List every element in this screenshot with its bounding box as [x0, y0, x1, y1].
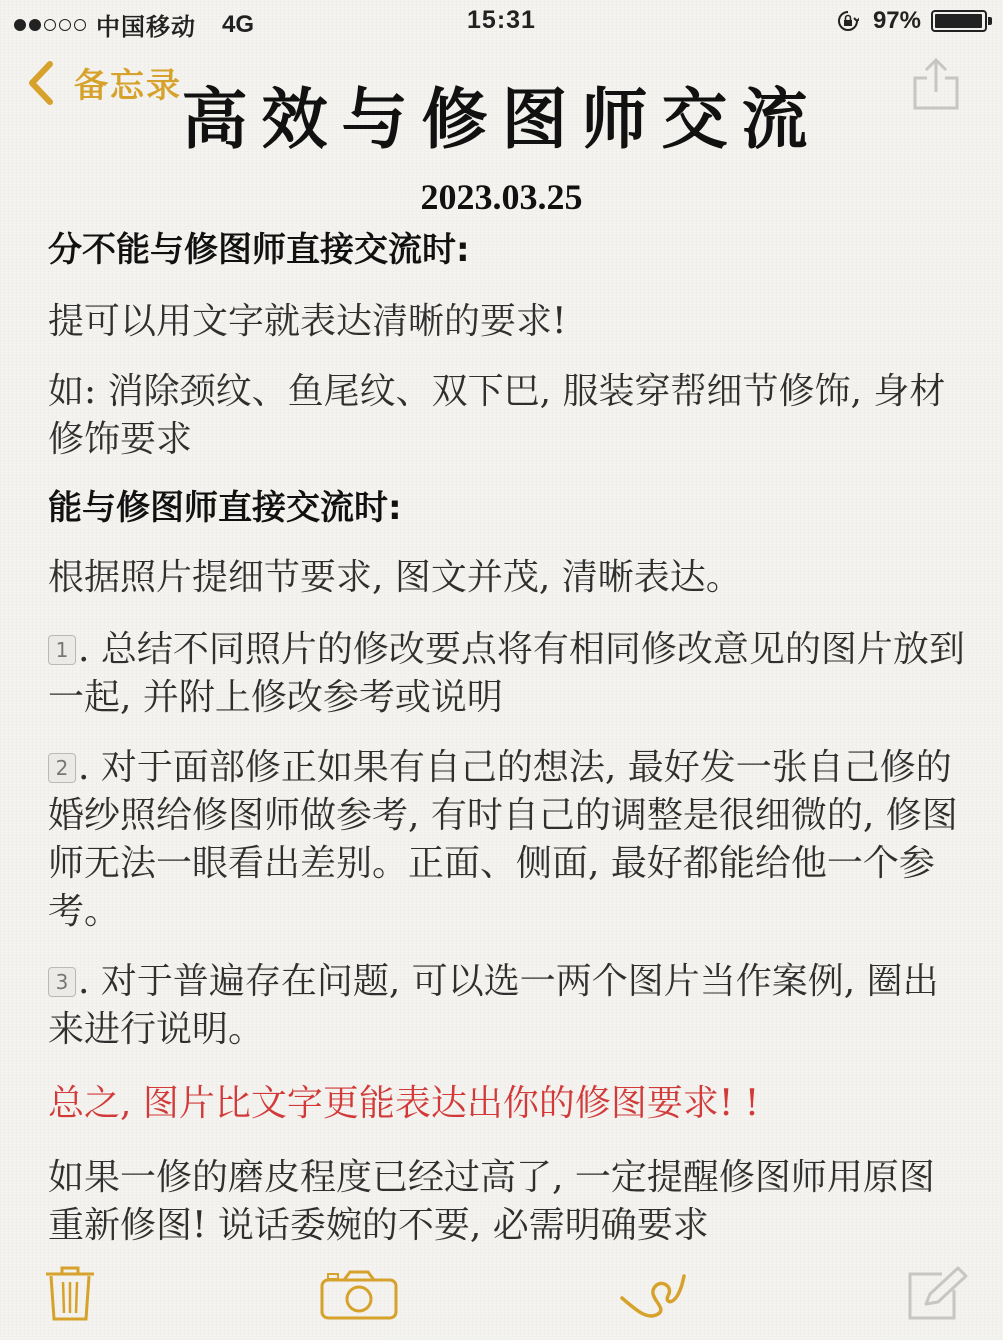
section-heading: 分不能与修图师直接交流时: [48, 230, 470, 270]
bottom-toolbar [0, 1262, 1003, 1340]
list-item [48, 744, 968, 936]
list-item [48, 626, 968, 722]
note-date: 2023.03.25 [420, 177, 583, 217]
paragraph: 提可以用文字就表达清晰的要求! [48, 301, 567, 342]
battery-icon [931, 10, 987, 32]
list-item-text: . 对于普遍存在问题, 可以选一两个图片当作案例, 圈出来进行说明。 [48, 961, 939, 1050]
battery-fill [935, 14, 982, 28]
paragraph: 如果一修的磨皮程度已经过高了, 一定提醒修图师用原图重新修图! 说话委婉的不要, 必需明确要求 [48, 1157, 935, 1246]
list-item [48, 958, 968, 1054]
back-label: 备忘录 [74, 67, 182, 105]
highlight-text: 总之, 图片比文字更能表达出你的修图要求! ! [48, 1083, 760, 1124]
trash-icon[interactable] [44, 1264, 96, 1322]
paragraph: 根据照片提细节要求, 图文并茂, 清晰表达。 [48, 557, 742, 598]
list-item-text: . 总结不同照片的修改要点将有相同修改意见的图片放到一起, 并附上修改参考或说明 [48, 629, 965, 718]
number-badge: 1 [48, 635, 76, 665]
number-badge: 3 [48, 967, 76, 997]
note-body[interactable] [48, 222, 968, 1250]
section-heading: 能与修图师直接交流时: [48, 488, 402, 528]
status-right [837, 7, 987, 35]
note-title: 高效与修图师交流 [181, 80, 822, 158]
battery-percent: 97% [872, 7, 921, 34]
camera-icon[interactable] [320, 1270, 398, 1320]
paragraph: 如: 消除颈纹、鱼尾纹、双下巴, 服装穿帮细节修饰, 身材修饰要求 [48, 371, 946, 460]
status-bar [0, 0, 1003, 42]
rotation-lock-icon [837, 10, 859, 32]
carrier-name: 中国移动 [96, 14, 196, 41]
status-time: 15:31 [467, 6, 536, 34]
number-badge: 2 [48, 753, 76, 783]
sketch-icon[interactable] [618, 1268, 688, 1324]
list-item-text: . 对于面部修正如果有自己的想法, 最好发一张自己修的婚纱照给修图师做参考, 有时自己的调整是很细微的, 修图师无法一眼看出差别。正面、侧面, 最好都能给他一个参考。 [48, 747, 958, 932]
network-type: 4G [222, 10, 255, 38]
compose-icon[interactable] [906, 1266, 968, 1322]
